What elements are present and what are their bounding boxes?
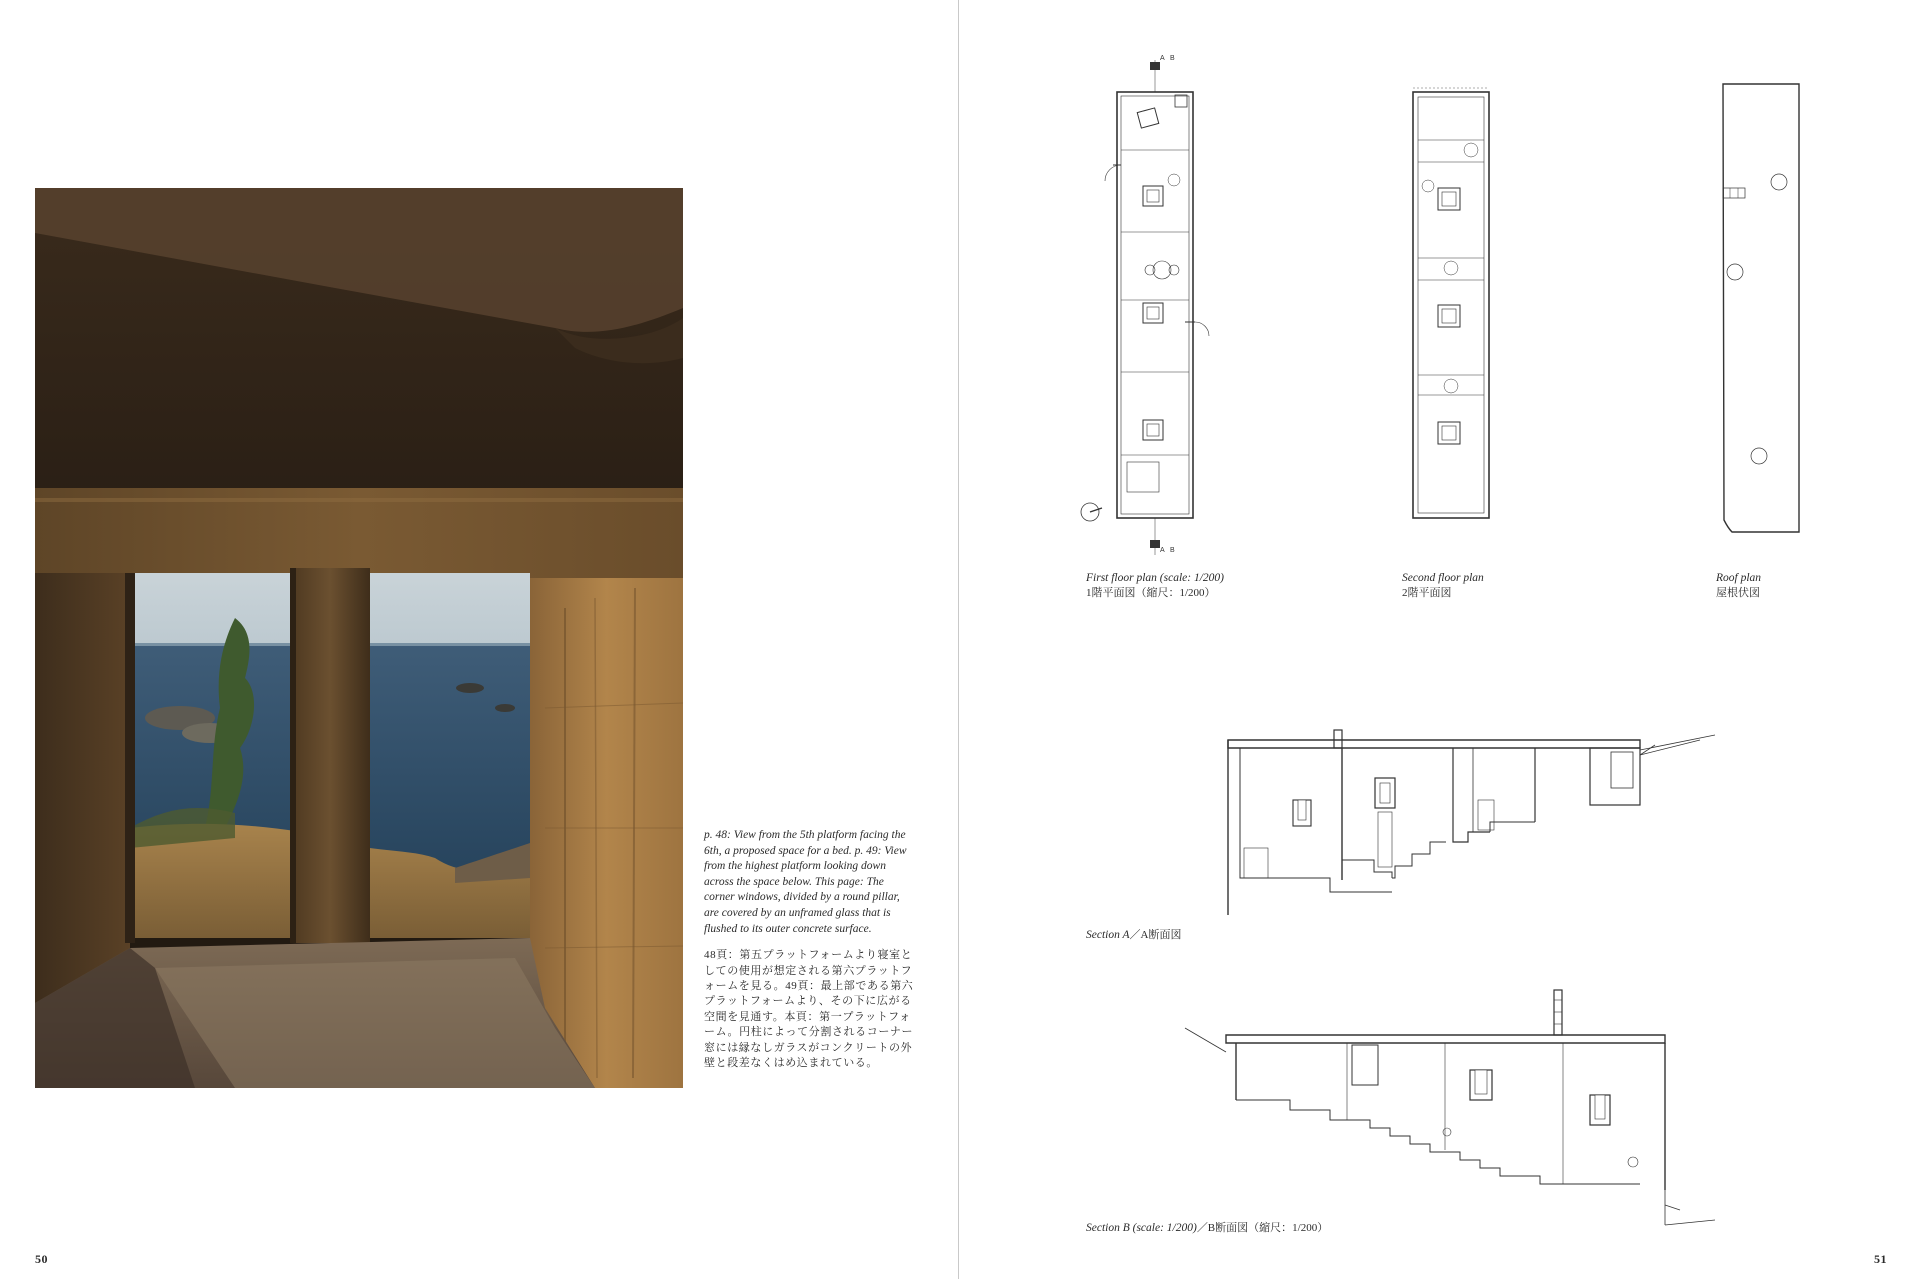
section-a-label xyxy=(1086,928,1182,943)
section-markers xyxy=(1160,55,1175,554)
roof-plan-label-ja: 屋根伏図 xyxy=(1716,587,1760,599)
second-floor-plan-label xyxy=(1402,571,1484,601)
section-b-label-en: Section B (scale: 1/200) xyxy=(1086,1222,1197,1234)
caption-english: p. 48: View from the 5th platform facing the 6th, a proposed space for a bed. p. 49: View from the highest platform looking down across the space below. This page: The corner windows, divided by a round pillar, are covered by an unframed glass that is flushed to its outer concrete surface. xyxy=(704,829,907,935)
page-number-right: 51 xyxy=(1874,1252,1887,1266)
roof-plan xyxy=(1723,84,1799,532)
first-floor-plan-label-ja: 1階平面図（縮尺：1/200） xyxy=(1086,587,1216,599)
page-number-left: 50 xyxy=(35,1252,48,1266)
section-a-label-en: Section A xyxy=(1086,929,1130,941)
section-b-label xyxy=(1086,1221,1328,1236)
caption-japanese: 48頁：第五プラットフォームより寝室としての使用が想定される第六プラットフォームを見る。49頁：最上部である第六プラットフォームより、その下に広がる空間を見通す。本頁：第一プラットフォーム。円柱によって分割されるコーナー窓には縁なしガラスがコンクリートの外壁と段差なくはめ込まれている。 xyxy=(704,949,914,1069)
section-mark-a-bottom: A xyxy=(1160,547,1165,554)
first-floor-plan xyxy=(1081,60,1209,555)
roof-plan-label-en: Roof plan xyxy=(1716,572,1762,584)
section-b-drawing xyxy=(1185,990,1715,1225)
second-floor-plan-label-ja: 2階平面図 xyxy=(1402,587,1452,599)
roof-plan-label xyxy=(1716,571,1761,601)
section-mark-b-top: B xyxy=(1170,55,1175,62)
section-mark-a-top: A xyxy=(1160,55,1165,62)
section-a-label-ja: ／A断面図 xyxy=(1129,929,1182,941)
section-a-drawing xyxy=(1228,730,1715,915)
second-floor-plan-label-en: Second floor plan xyxy=(1402,572,1484,584)
first-floor-plan-label xyxy=(1086,571,1224,601)
section-b-label-ja: ／B断面図（縮尺：1/200） xyxy=(1196,1222,1329,1234)
second-floor-plan xyxy=(1413,88,1489,518)
section-mark-b-bottom: B xyxy=(1170,547,1175,554)
first-floor-plan-label-en: First floor plan (scale: 1/200) xyxy=(1086,572,1224,584)
